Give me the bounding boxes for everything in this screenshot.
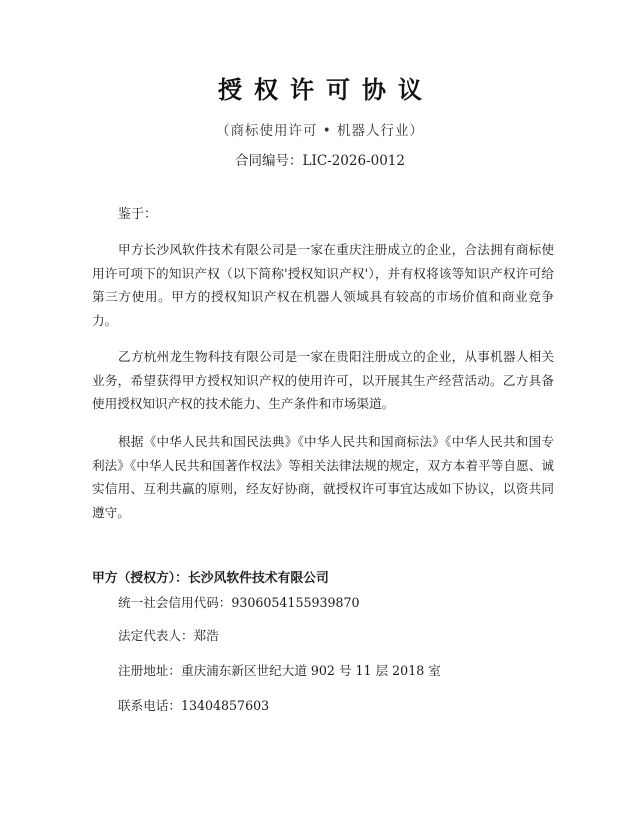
party-a-address: 注册地址：重庆浦东新区世纪大道 902 号 11 层 2018 室: [118, 663, 441, 678]
party-a-heading: 甲方（授权方）：长沙风软件技术有限公司: [92, 571, 329, 586]
recital-paragraph-party-b: 乙方杭州龙生物科技有限公司是一家在贵阳注册成立的企业，从事机器人相关业务，希望获得甲方授权知识产权的使用许可，以开展其生产经营活动。乙方具备使用授权知识产权的技术能力、生产条件和市场渠道。: [92, 349, 554, 411]
recitals-heading: 鉴于：: [118, 207, 158, 222]
party-a-legal-representative: 法定代表人：郑浩: [118, 628, 219, 643]
recital-paragraph-legal-basis: 根据《中华人民共和国民法典》《中华人民共和国商标法》《中华人民共和国专利法》《中华人民共和国著作权法》等相关法律法规的规定，双方本着平等自愿、诚实信用、互利共赢的原则，经友好协商，就授权许可事宜达成如下协议，以资共同遵守。: [92, 434, 554, 520]
party-a-phone: 联系电话：13404857603: [118, 698, 270, 713]
contract-number: 合同编号：LIC-2026-0012: [235, 153, 405, 169]
document-title: 授权许可协议: [218, 76, 434, 104]
party-a-credit-code: 统一社会信用代码：9306054155939870: [118, 595, 360, 610]
document-subtitle: （商标使用许可 • 机器人行业）: [215, 123, 425, 139]
recital-paragraph-party-a: 甲方长沙风软件技术有限公司是一家在重庆注册成立的企业，合法拥有商标使用许可项下的知识产权（以下简称'授权知识产权'），并有权将该等知识产权许可给第三方使用。甲方的授权知识产权在机器人领域具有较高的市场价值和商业竞争力。: [92, 242, 554, 328]
